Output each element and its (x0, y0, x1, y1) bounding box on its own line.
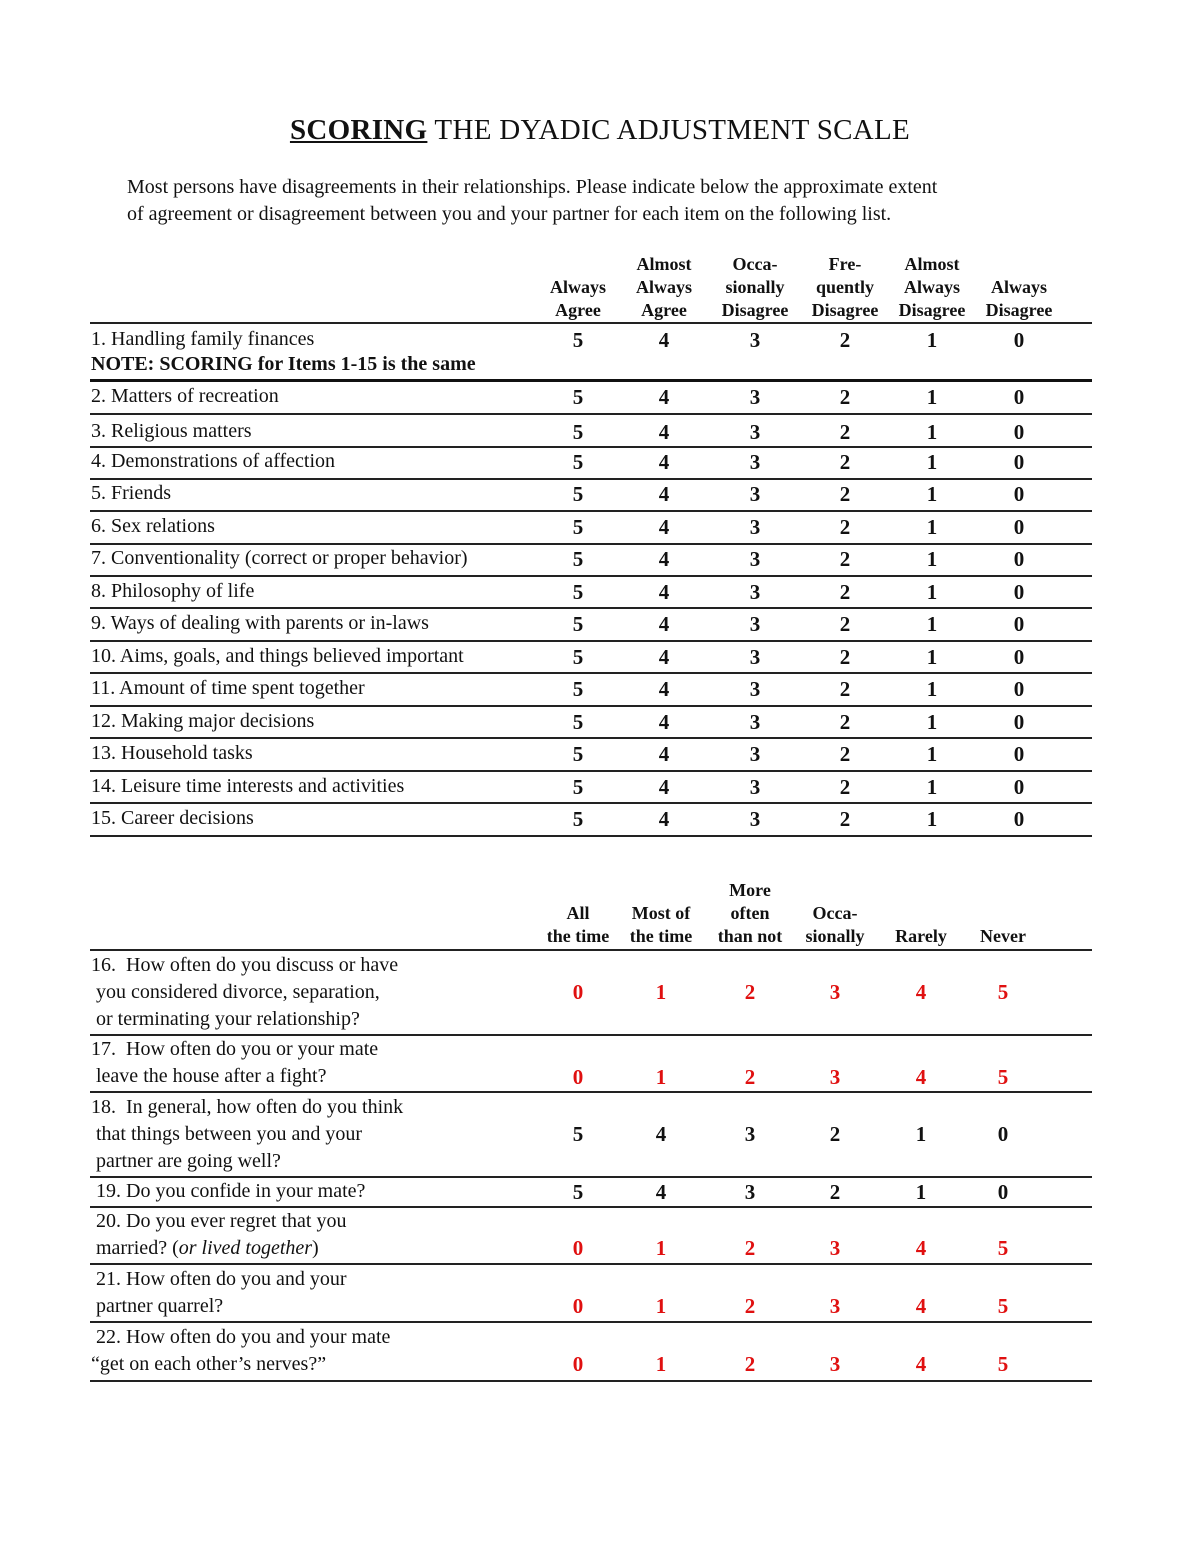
score-cell: 1 (926, 612, 938, 636)
score-cell: 5 (572, 612, 584, 636)
header-col-1-line: Always (549, 277, 607, 297)
header-col-3 (722, 253, 789, 322)
rule (90, 1091, 1092, 1093)
item-label: 14. Leisure time interests and activities (91, 775, 405, 797)
item-label: 3. Religious matters (91, 420, 252, 442)
item-label: 12. Making major decisions (91, 710, 315, 732)
score-cell: 0 (1013, 710, 1025, 734)
score-cell: 2 (839, 677, 851, 701)
item-label-line: 22. How often do you and your mate (91, 1326, 391, 1348)
score-cell: 2 (839, 385, 851, 409)
score-cell: 1 (915, 1180, 927, 1204)
score-cell: 3 (749, 742, 761, 766)
score-cell: 5 (572, 1122, 584, 1146)
score-cell: 2 (839, 482, 851, 506)
score-cell: 2 (839, 547, 851, 571)
score-cell: 1 (926, 328, 938, 352)
score-cell: 3 (749, 775, 761, 799)
score-cell: 1 (926, 807, 938, 831)
score-cell: 1 (926, 710, 938, 734)
score-cell: 5 (997, 980, 1009, 1004)
item-label: 4. Demonstrations of affection (91, 450, 336, 472)
score-cell: 0 (1013, 612, 1025, 636)
score-cell: 2 (839, 742, 851, 766)
score-cell: 5 (572, 710, 584, 734)
score-cell: 4 (658, 420, 670, 444)
header2-col-3 (718, 879, 783, 948)
score-cell: 0 (997, 1180, 1009, 1204)
score-cell: 5 (572, 807, 584, 831)
score-cell: 2 (839, 807, 851, 831)
score-cell: 1 (926, 385, 938, 409)
item-label-line: 21. How often do you and your (91, 1268, 347, 1290)
item-label-line: married? (or lived together) (91, 1237, 319, 1259)
score-cell: 3 (829, 1294, 841, 1318)
score-cell: 5 (572, 515, 584, 539)
rule (90, 575, 1092, 577)
rule (90, 607, 1092, 609)
score-cell: 2 (744, 1294, 756, 1318)
header2-col-1-line: the time (546, 926, 610, 946)
score-cell: 4 (658, 742, 670, 766)
score-cell: 5 (572, 547, 584, 571)
score-cell: 5 (997, 1065, 1009, 1089)
header2-col-4 (805, 879, 864, 948)
score-cell: 4 (915, 1294, 927, 1318)
score-cell: 5 (997, 1294, 1009, 1318)
item-label-line: 18. In general, how often do you think (91, 1096, 404, 1118)
score-cell: 1 (915, 1122, 927, 1146)
header-col-2-line: Always (635, 277, 693, 297)
header-col-5-line: Almost (904, 254, 960, 274)
header2-col-2-line: Most of (631, 903, 691, 923)
rule (90, 1263, 1092, 1265)
score-cell: 0 (1013, 645, 1025, 669)
score-cell: 0 (1013, 450, 1025, 474)
header-col-1-line: Agree (555, 300, 601, 320)
score-cell: 5 (572, 482, 584, 506)
score-cell: 3 (749, 710, 761, 734)
score-cell: 4 (658, 547, 670, 571)
score-cell: 3 (744, 1122, 756, 1146)
rule (90, 379, 1092, 382)
item-label-line: partner quarrel? (91, 1295, 224, 1317)
score-cell: 4 (915, 1236, 927, 1260)
header2-col-3-line: More (729, 880, 771, 900)
score-cell: 0 (572, 1352, 584, 1376)
score-cell: 1 (926, 515, 938, 539)
score-cell: 1 (926, 677, 938, 701)
score-cell: 4 (658, 482, 670, 506)
score-cell: 3 (749, 385, 761, 409)
score-cell: 2 (744, 1065, 756, 1089)
score-cell: 4 (658, 385, 670, 409)
score-cell: 0 (997, 1122, 1009, 1146)
score-cell: 2 (744, 980, 756, 1004)
header-col-2-line: Agree (641, 300, 687, 320)
score-cell: 4 (655, 1180, 667, 1204)
header-col-6-line (986, 253, 1053, 276)
header2-col-2-line: the time (629, 926, 693, 946)
score-cell: 5 (997, 1236, 1009, 1260)
score-cell: 2 (839, 328, 851, 352)
score-cell: 2 (839, 515, 851, 539)
score-cell: 5 (572, 328, 584, 352)
header2-col-6-line (980, 879, 1026, 902)
item-label: 9. Ways of dealing with parents or in-laws (91, 612, 429, 634)
header2-col-5-line (895, 902, 947, 925)
score-cell: 0 (572, 1065, 584, 1089)
score-cell: 3 (749, 420, 761, 444)
score-cell: 1 (926, 450, 938, 474)
header2-col-6 (980, 879, 1026, 948)
score-cell: 5 (997, 1352, 1009, 1376)
item-label: 7. Conventionality (correct or proper behavior) (91, 547, 468, 569)
item-label-line: 19. Do you confide in your mate? (91, 1180, 366, 1202)
score-cell: 4 (658, 515, 670, 539)
header-col-3-line: Occa- (732, 254, 778, 274)
score-cell: 3 (829, 1352, 841, 1376)
score-cell: 3 (829, 980, 841, 1004)
score-cell: 0 (1013, 420, 1025, 444)
score-cell: 0 (1013, 677, 1025, 701)
item-label: 10. Aims, goals, and things believed important (91, 645, 464, 667)
rule (90, 737, 1092, 739)
score-cell: 4 (658, 677, 670, 701)
score-cell: 2 (839, 580, 851, 604)
score-cell: 3 (829, 1236, 841, 1260)
header-col-6-line: Disagree (985, 300, 1053, 320)
item-label: 13. Household tasks (91, 742, 253, 764)
item-label-line: 20. Do you ever regret that you (91, 1210, 347, 1232)
header-col-3-line: sionally (725, 277, 785, 297)
score-cell: 2 (839, 612, 851, 636)
header-col-2 (636, 253, 692, 322)
item-label: 11. Amount of time spent together (91, 677, 365, 699)
score-cell: 2 (839, 645, 851, 669)
item-label: 5. Friends (91, 482, 171, 504)
rule (90, 478, 1092, 480)
rule (90, 835, 1092, 837)
instructions-line-1: Most persons have disagreements in their relationships. Please indicate below the approximate extent (127, 176, 938, 198)
header-col-4-line: Fre- (828, 254, 862, 274)
score-cell: 4 (915, 1065, 927, 1089)
score-cell: 0 (1013, 385, 1025, 409)
item-label: 8. Philosophy of life (91, 580, 255, 602)
score-cell: 0 (572, 1294, 584, 1318)
title-rest: THE DYADIC ADJUSTMENT SCALE (427, 114, 911, 146)
score-cell: 0 (1013, 775, 1025, 799)
header-col-4-line: Disagree (811, 300, 879, 320)
item-label-line: partner are going well? (91, 1150, 281, 1172)
header-col-4-line: quently (815, 277, 875, 297)
item-label-line: you considered divorce, separation, (91, 981, 380, 1003)
item-label-line: “get on each other’s nerves?” (91, 1353, 327, 1375)
score-cell: 3 (749, 677, 761, 701)
item-label-line: or terminating your relationship? (91, 1008, 360, 1030)
score-cell: 0 (1013, 580, 1025, 604)
item-label (91, 1094, 403, 1175)
score-cell: 3 (749, 450, 761, 474)
header2-col-2-line (630, 879, 692, 902)
header2-col-6-line: Never (980, 926, 1026, 946)
score-cell: 2 (839, 710, 851, 734)
score-cell: 0 (1013, 807, 1025, 831)
rule (90, 322, 1092, 324)
score-cell: 1 (926, 645, 938, 669)
header2-col-1-line: All (566, 903, 590, 923)
score-cell: 0 (1013, 742, 1025, 766)
score-cell: 2 (839, 450, 851, 474)
score-cell: 4 (658, 450, 670, 474)
item-label (91, 952, 398, 1033)
item-label: 2. Matters of recreation (91, 385, 279, 407)
score-cell: 3 (749, 612, 761, 636)
rule (90, 640, 1092, 642)
header2-col-4-line (805, 879, 864, 902)
score-cell: 2 (839, 775, 851, 799)
score-cell: 0 (1013, 547, 1025, 571)
score-cell: 1 (655, 980, 667, 1004)
header-col-6 (986, 253, 1053, 322)
score-cell: 1 (926, 420, 938, 444)
header2-col-6-line (980, 902, 1026, 925)
rule (90, 672, 1092, 674)
item-label-line: that things between you and your (91, 1123, 363, 1145)
score-cell: 4 (658, 645, 670, 669)
score-cell: 3 (749, 482, 761, 506)
header2-col-4-line: sionally (805, 926, 865, 946)
item-label: 15. Career decisions (91, 807, 254, 829)
instructions (127, 174, 1117, 228)
score-cell: 1 (655, 1065, 667, 1089)
score-cell: 5 (572, 1180, 584, 1204)
score-cell: 3 (749, 328, 761, 352)
header2-col-5 (895, 879, 947, 948)
score-cell: 2 (839, 420, 851, 444)
header2-col-3-line: often (730, 903, 770, 923)
score-cell: 1 (926, 547, 938, 571)
rule (90, 510, 1092, 512)
score-cell: 4 (658, 328, 670, 352)
item-label-line: 17. How often do you or your mate (91, 1038, 379, 1060)
score-cell: 0 (1013, 515, 1025, 539)
score-cell: 3 (744, 1180, 756, 1204)
score-cell: 5 (572, 580, 584, 604)
item-label: 1. Handling family finances (91, 328, 315, 350)
score-cell: 1 (926, 482, 938, 506)
item-label (91, 1036, 378, 1090)
item-label-line: 16. How often do you discuss or have (91, 954, 399, 976)
page-title (0, 114, 1200, 147)
header2-col-4-line: Occa- (812, 903, 858, 923)
score-cell: 5 (572, 742, 584, 766)
score-cell: 4 (658, 775, 670, 799)
score-cell: 1 (655, 1294, 667, 1318)
score-cell: 4 (658, 580, 670, 604)
rule (90, 802, 1092, 804)
score-cell: 4 (658, 807, 670, 831)
header2-col-5-line: Rarely (895, 926, 947, 946)
score-cell: 5 (572, 645, 584, 669)
item-label (91, 1178, 365, 1205)
item-label: 6. Sex relations (91, 515, 215, 537)
header2-col-3-line: than not (717, 926, 783, 946)
score-cell: 4 (915, 980, 927, 1004)
score-cell: 3 (749, 645, 761, 669)
score-cell: 3 (749, 547, 761, 571)
score-cell: 2 (744, 1352, 756, 1376)
header-col-1-line (550, 253, 606, 276)
item-label (91, 1324, 390, 1378)
header-col-2-line: Almost (636, 254, 692, 274)
header-col-3-line: Disagree (721, 300, 789, 320)
score-cell: 5 (572, 677, 584, 701)
score-cell: 3 (829, 1065, 841, 1089)
rule (90, 770, 1092, 772)
rule (90, 413, 1092, 415)
score-cell: 3 (749, 515, 761, 539)
rule (90, 949, 1092, 951)
score-cell: 1 (655, 1352, 667, 1376)
score-cell: 2 (829, 1122, 841, 1146)
score-cell: 3 (749, 807, 761, 831)
score-cell: 4 (658, 612, 670, 636)
score-cell: 5 (572, 385, 584, 409)
score-cell: 3 (749, 580, 761, 604)
header-col-1 (550, 253, 606, 322)
score-cell: 5 (572, 450, 584, 474)
rule (90, 1321, 1092, 1323)
title-lead: SCORING (289, 114, 428, 146)
score-cell: 0 (572, 1236, 584, 1260)
header-col-5 (899, 253, 966, 322)
score-cell: 2 (744, 1236, 756, 1260)
header2-col-1 (547, 879, 609, 948)
score-cell: 1 (655, 1236, 667, 1260)
item-label (91, 1266, 347, 1320)
scoring-note: NOTE: SCORING for Items 1-15 is the same (91, 353, 476, 375)
score-cell: 5 (572, 420, 584, 444)
item-label (91, 1208, 346, 1262)
score-cell: 0 (1013, 482, 1025, 506)
score-cell: 4 (915, 1352, 927, 1376)
header2-col-2 (630, 879, 692, 948)
rule (90, 1380, 1092, 1382)
score-cell: 1 (926, 580, 938, 604)
header2-col-1-line (547, 879, 609, 902)
score-cell: 4 (655, 1122, 667, 1146)
header-col-6-line: Always (990, 277, 1047, 297)
score-cell: 0 (1013, 328, 1025, 352)
score-cell: 2 (829, 1180, 841, 1204)
score-cell: 4 (658, 710, 670, 734)
header-col-4 (812, 253, 879, 322)
score-cell: 0 (572, 980, 584, 1004)
instructions-line-2: of agreement or disagreement between you and your partner for each item on the following list. (127, 203, 892, 225)
score-cell: 5 (572, 775, 584, 799)
header2-col-5-line (895, 879, 947, 902)
score-cell: 1 (926, 775, 938, 799)
header-col-5-line: Disagree (898, 300, 966, 320)
item-label-line: leave the house after a fight? (91, 1065, 327, 1087)
rule (90, 705, 1092, 707)
score-cell: 1 (926, 742, 938, 766)
header-col-5-line: Always (903, 277, 960, 297)
